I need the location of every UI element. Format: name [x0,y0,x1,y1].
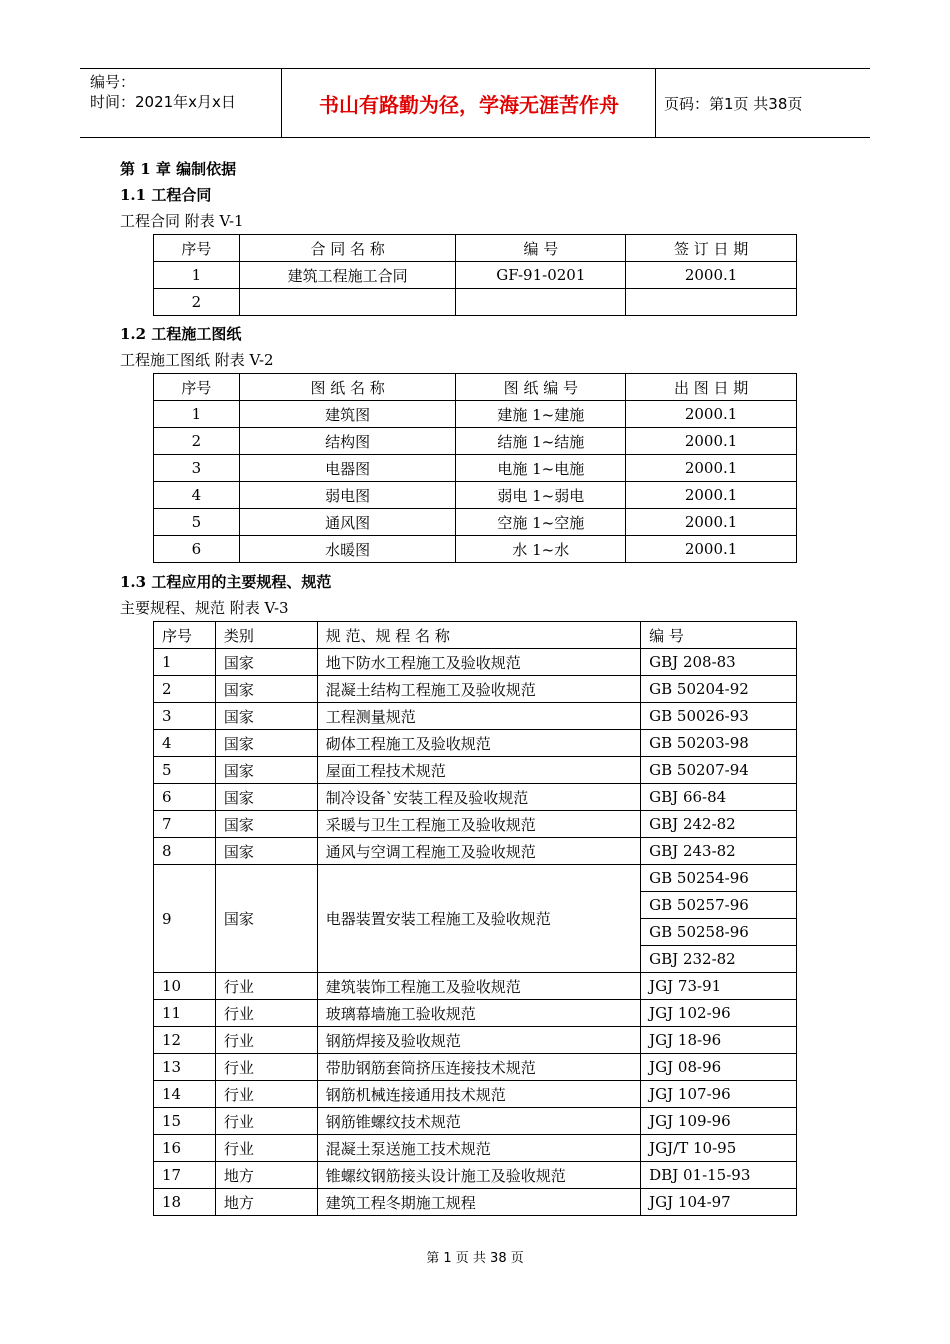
table-cell: 工程测量规范 [317,703,640,730]
section1-title: 1.1 工程合同 [120,186,212,204]
table-cell: 2000.1 [626,401,797,428]
table-cell: 地方 [215,1189,317,1216]
table-cell: 国家 [215,676,317,703]
header-meta [80,69,282,137]
table-cell: JGJ 08-96 [641,1054,797,1081]
page-header [80,68,870,138]
table-cell: JGJ 107-96 [641,1081,797,1108]
table-header-cell: 图 纸 名 称 [239,374,456,401]
table-cell: 行业 [215,1000,317,1027]
table-header-cell: 编 号 [641,622,797,649]
section2-caption: 工程施工图纸 附表 V-2 [120,351,274,369]
page-footer: 第 1 页 共 38 页 [426,1251,524,1266]
table-cell: JGJ 102-96 [641,1000,797,1027]
table-row [154,1027,797,1054]
table-cell: 通风与空调工程施工及验收规范 [317,838,640,865]
table-row [154,730,797,757]
table-header-cell: 序号 [154,235,240,262]
table-row [154,428,797,455]
table-cell: 钢筋锥螺纹技术规范 [317,1108,640,1135]
table-header-row [154,374,797,401]
table-cell: 5 [154,757,216,784]
table-cell: 钢筋焊接及验收规范 [317,1027,640,1054]
table-cell: 屋面工程技术规范 [317,757,640,784]
table-cell: 国家 [215,703,317,730]
table-header-cell: 出 图 日 期 [626,374,797,401]
table-cell: 弱电 1~弱电 [456,482,626,509]
table-cell: 制冷设备`安装工程及验收规范 [317,784,640,811]
table-cell: 14 [154,1081,216,1108]
contract-table [153,234,797,316]
table-cell: DBJ 01-15-93 [641,1162,797,1189]
table-cell: 空施 1~空施 [456,509,626,536]
table-cell [456,289,626,316]
table-cell: 15 [154,1108,216,1135]
number-label: 编号： [90,73,136,91]
table-cell: 带肋钢筋套筒挤压连接技术规范 [317,1054,640,1081]
table-cell: 建筑工程冬期施工规程 [317,1189,640,1216]
table-row [154,676,797,703]
table-row [154,757,797,784]
table-cell: 1 [154,649,216,676]
table-cell: JGJ 104-97 [641,1189,797,1216]
table-cell: 行业 [215,1027,317,1054]
table-cell: 行业 [215,1081,317,1108]
time-label: 时间：2021年x月x日 [90,93,236,111]
table-cell: 2 [154,676,216,703]
table-row [154,811,797,838]
table-cell: 地下防水工程施工及验收规范 [317,649,640,676]
table-cell: GBJ 208-83 [641,649,797,676]
table-cell: 4 [154,482,240,509]
table-cell: 国家 [215,757,317,784]
header-motto: 书山有路勤为径，学海无涯苦作舟 [283,69,656,137]
table-cell: GBJ 232-82 [641,946,797,973]
table-row [154,482,797,509]
table-cell: 地方 [215,1162,317,1189]
table-cell: 国家 [215,811,317,838]
table-cell [626,289,797,316]
table-cell: 国家 [215,649,317,676]
table-cell: 13 [154,1054,216,1081]
table-cell: 建筑工程施工合同 [239,262,456,289]
table-cell: 16 [154,1135,216,1162]
table-cell: 水暖图 [239,536,456,563]
table-header-cell: 签 订 日 期 [626,235,797,262]
table-cell: 玻璃幕墙施工验收规范 [317,1000,640,1027]
table-cell: 弱电图 [239,482,456,509]
table-row [154,865,797,892]
table-header-cell: 序号 [154,622,216,649]
table-cell: 2000.1 [626,428,797,455]
table-header-row [154,622,797,649]
table-header-cell: 图 纸 编 号 [456,374,626,401]
table-cell: GB 50204-92 [641,676,797,703]
table-row [154,838,797,865]
table-cell: 行业 [215,973,317,1000]
table-row [154,973,797,1000]
chapter-title: 第 1 章 编制依据 [120,160,237,178]
table-cell: 5 [154,509,240,536]
table-cell: GBJ 66-84 [641,784,797,811]
table-cell: 9 [154,865,216,973]
table-row [154,1054,797,1081]
table-cell: 2000.1 [626,262,797,289]
table-row [154,784,797,811]
table-cell: 8 [154,838,216,865]
table-cell: 建施 1~建施 [456,401,626,428]
table-row [154,262,797,289]
table-cell: 2000.1 [626,482,797,509]
table-row [154,703,797,730]
drawings-table [153,373,797,563]
table-cell: 2000.1 [626,509,797,536]
table-cell: 2000.1 [626,455,797,482]
table-cell: 混凝土结构工程施工及验收规范 [317,676,640,703]
table-row [154,649,797,676]
table-cell: GB 50254-96 [641,865,797,892]
table-cell: 4 [154,730,216,757]
table-cell: JGJ 18-96 [641,1027,797,1054]
table-cell: 钢筋机械连接通用技术规范 [317,1081,640,1108]
table-cell: 7 [154,811,216,838]
table-row [154,1108,797,1135]
table-cell: 电施 1~电施 [456,455,626,482]
table-cell: 国家 [215,865,317,973]
table-cell: 3 [154,455,240,482]
table-cell: 国家 [215,838,317,865]
table-row [154,455,797,482]
table-row [154,401,797,428]
table-cell: 结施 1~结施 [456,428,626,455]
table-cell: GB 50203-98 [641,730,797,757]
table-cell: JGJ 109-96 [641,1108,797,1135]
table-cell: 建筑装饰工程施工及验收规范 [317,973,640,1000]
table-cell [239,289,456,316]
table-cell: 电器图 [239,455,456,482]
table-cell: 6 [154,536,240,563]
table-row [154,536,797,563]
table-cell: 2 [154,289,240,316]
table-cell: 水 1~水 [456,536,626,563]
table-cell: 11 [154,1000,216,1027]
table-row [154,1162,797,1189]
section3-caption: 主要规程、规范 附表 V-3 [120,599,289,617]
table-cell: 锥螺纹钢筋接头设计施工及验收规范 [317,1162,640,1189]
table-cell: 1 [154,401,240,428]
table-cell: 行业 [215,1108,317,1135]
table-row [154,1189,797,1216]
table-cell: GBJ 242-82 [641,811,797,838]
table-cell: 12 [154,1027,216,1054]
table-cell: JGJ/T 10-95 [641,1135,797,1162]
table-header-row [154,235,797,262]
table-cell: 2 [154,428,240,455]
table-cell: 18 [154,1189,216,1216]
table-cell: 电器装置安装工程施工及验收规范 [317,865,640,973]
table-cell: 建筑图 [239,401,456,428]
table-cell: 国家 [215,784,317,811]
table-row [154,509,797,536]
table-header-cell: 编 号 [456,235,626,262]
table-header-cell: 合 同 名 称 [239,235,456,262]
table-row [154,1135,797,1162]
standards-table [153,621,797,1216]
table-cell: 1 [154,262,240,289]
table-cell: 国家 [215,730,317,757]
table-cell: GB 50257-96 [641,892,797,919]
table-cell: 砌体工程施工及验收规范 [317,730,640,757]
table-cell: 6 [154,784,216,811]
section2-title: 1.2 工程施工图纸 [120,325,242,343]
table-cell: GB 50207-94 [641,757,797,784]
table-header-cell: 规 范、规 程 名 称 [317,622,640,649]
table-cell: 混凝土泵送施工技术规范 [317,1135,640,1162]
table-cell: GB 50258-96 [641,919,797,946]
table-row [154,1000,797,1027]
table-cell: 17 [154,1162,216,1189]
header-page-info: 页码：第1页 共38页 [664,94,803,113]
table-cell: 行业 [215,1135,317,1162]
table-cell: JGJ 73-91 [641,973,797,1000]
table-cell: GB 50026-93 [641,703,797,730]
table-cell: 行业 [215,1054,317,1081]
table-cell: GF-91-0201 [456,262,626,289]
section3-title: 1.3 工程应用的主要规程、规范 [120,573,332,591]
section1-caption: 工程合同 附表 V-1 [120,212,244,230]
table-cell: 采暖与卫生工程施工及验收规范 [317,811,640,838]
table-cell: 通风图 [239,509,456,536]
table-row [154,1081,797,1108]
table-cell: 10 [154,973,216,1000]
table-cell: GBJ 243-82 [641,838,797,865]
table-cell: 2000.1 [626,536,797,563]
table-cell: 结构图 [239,428,456,455]
table-header-cell: 序号 [154,374,240,401]
table-header-cell: 类别 [215,622,317,649]
table-cell: 3 [154,703,216,730]
table-row [154,289,797,316]
